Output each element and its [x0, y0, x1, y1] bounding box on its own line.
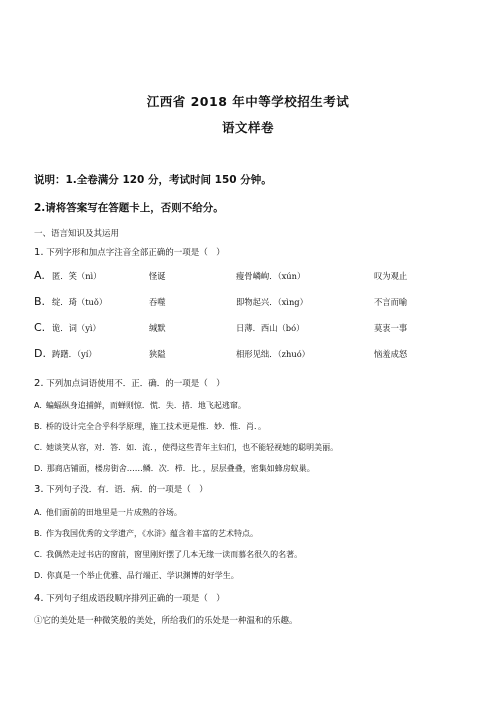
option-cell: 匿．笑（nì） [52, 271, 102, 281]
option-letter: B. [34, 295, 46, 308]
option-text: 他们面前的田地里是一片成熟的谷场。 [45, 508, 182, 517]
option-cell: 绽．琦（tuǒ） [52, 297, 108, 307]
option-cell: 瘦骨嶙峋．（xún） [236, 271, 306, 281]
option-cell: 叹为观止 [374, 271, 408, 281]
option-text: 她谈笑从容，对．答．如．流．，使得这些青年主妇们，也不能轻视她的聪明美丽。 [46, 443, 339, 452]
question-number: 3. [34, 484, 44, 495]
option-letter: A. [34, 401, 42, 410]
option-letter: D. [34, 464, 43, 473]
option-text: 桥的设计完全合乎科学原理，施工技术更是惟．妙．惟．肖．。 [46, 422, 267, 431]
option-letter: A. [34, 269, 45, 282]
exam-subtitle: 语文样卷 [221, 120, 274, 135]
option-text: 作为我国优秀的文学遗产，《水浒》蕴含着丰富的艺术特点。 [46, 529, 259, 538]
option-cell: 缄默 [149, 323, 166, 333]
q3-option-a [34, 507, 182, 518]
option-text: 蝙蝠纵身追捕鲜，而蝉则惊．慌．失．措．地飞起逃窜。 [45, 401, 246, 410]
q2-option-b [34, 421, 266, 432]
q3-option-b [34, 528, 258, 539]
option-cell: 相形见绌．（zhuó） [236, 349, 310, 359]
option-text: 那商店铺面，楼房街舍……鳞．次．栉．比．，层层叠叠，密集如蜂房蚁巢。 [46, 464, 315, 473]
question-number: 2. [34, 378, 44, 389]
q1-option-a [34, 269, 474, 285]
section-heading: 一、语言知识及其运用 [34, 229, 120, 239]
question-4 [34, 592, 225, 604]
q1-option-b [34, 295, 474, 311]
question-text: 下列字形和加点字注音全部正确的一项是（ ） [46, 248, 225, 258]
q3-option-c [34, 549, 302, 560]
option-cell: 恼羞成怒 [374, 349, 408, 359]
q1-option-c [34, 321, 474, 337]
q2-option-a [34, 400, 246, 411]
option-cell: 狭隘 [149, 349, 166, 359]
q1-option-d [34, 347, 474, 363]
q4-sentence-1: ①它的美处是一种微笑般的美处，所给我们的乐处是一种温和的乐趣。 [34, 616, 298, 626]
q2-option-d [34, 463, 315, 474]
option-letter: C. [34, 550, 43, 559]
q3-option-d [34, 570, 239, 581]
option-cell: 莫衷一事 [374, 323, 408, 333]
question-2 [34, 377, 225, 389]
question-text: 下列句子没．有．语．病．的一项是（ ） [46, 485, 208, 495]
question-number: 4. [34, 593, 44, 604]
option-letter: D. [34, 347, 46, 360]
question-3 [34, 483, 208, 495]
option-letter: D. [34, 571, 43, 580]
option-letter: B. [34, 422, 43, 431]
exam-title: 江西省 2018 年中等学校招生考试 [146, 94, 350, 109]
instruction-line-2: 2.请将答案写在答题卡上，否则不给分。 [34, 202, 224, 214]
option-letter: C. [34, 443, 43, 452]
question-text: 下列句子组成语段顺序排列正确的一项是（ ） [46, 594, 225, 604]
option-cell: 日薄．西山（bó） [236, 323, 305, 333]
option-cell: 不言而喻 [374, 297, 408, 307]
q2-option-c [34, 442, 338, 453]
question-number: 1. [34, 247, 44, 258]
option-text: 你真是一个举止优雅、品行端正、学识渊博的好学生。 [46, 571, 239, 580]
question-1 [34, 246, 225, 258]
option-letter: B. [34, 529, 43, 538]
option-letter: C. [34, 321, 46, 334]
option-cell: 踌躇．（yí） [52, 349, 97, 359]
option-cell: 怪诞 [149, 271, 166, 281]
option-cell: 吞噬 [149, 297, 166, 307]
option-cell: 即物起兴．（xìng） [236, 297, 308, 307]
option-text: 我偶然走过书店的窗前，窗里刚好摆了几本无缘一读而慕名很久的名著。 [46, 550, 303, 559]
question-text: 下列加点词语使用不．正．确．的一项是（ ） [46, 379, 225, 389]
option-letter: A. [34, 508, 42, 517]
instruction-line-1: 说明：1.全卷满分 120 分，考试时间 150 分钟。 [34, 174, 272, 186]
option-cell: 诡．词（yì） [52, 323, 101, 333]
